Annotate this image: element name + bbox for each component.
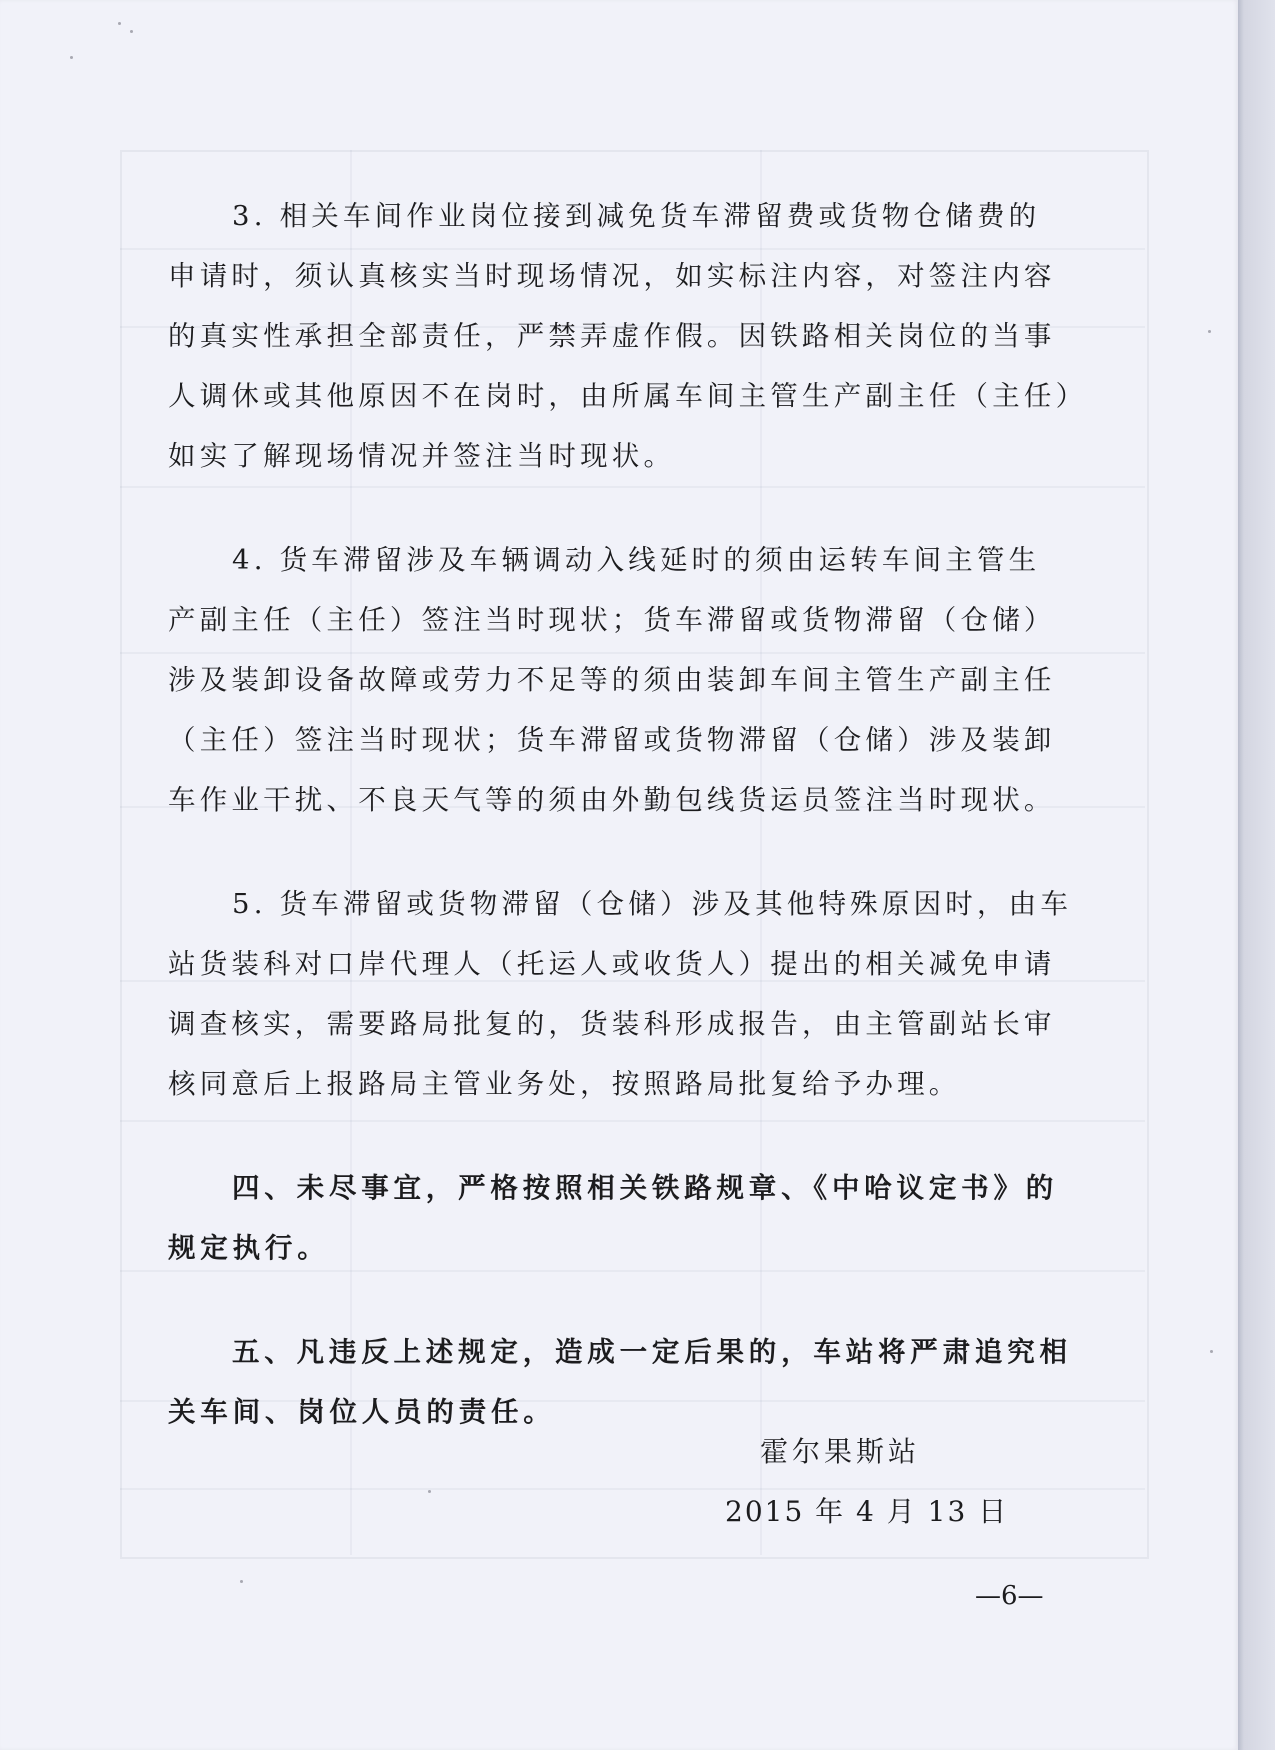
section-4-line-2: 规定执行。 (168, 1232, 330, 1264)
issue-date: 2015 年 4 月 13 日 (725, 1495, 1009, 1528)
paragraph-5-line-1: 5. 货车滞留或货物滞留（仓储）涉及其他特殊原因时，由车 (232, 888, 1073, 920)
scan-speck (428, 1490, 431, 1493)
scan-edge (1238, 0, 1275, 1750)
show-through-line (120, 248, 1145, 250)
paragraph-3-line-3: 的真实性承担全部责任，严禁弄虚作假。因铁路相关岗位的当事 (168, 320, 1056, 352)
paragraph-3-line-4: 人调休或其他原因不在岗时，由所属车间主管生产副主任（主任） (168, 380, 1088, 412)
scan-speck (1208, 330, 1211, 333)
section-5-line-1: 五、凡违反上述规定，造成一定后果的，车站将严肃追究相 (232, 1336, 1072, 1368)
scan-speck (1210, 1350, 1213, 1353)
section-4-line-1: 四、未尽事宜，严格按照相关铁路规章、《中哈议定书》的 (232, 1172, 1059, 1204)
paragraph-5-line-3: 调查核实，需要路局批复的，货装科形成报告，由主管副站长审 (168, 1008, 1056, 1040)
section-5-line-2: 关车间、岗位人员的责任。 (168, 1396, 556, 1428)
page-number: —6— (975, 1581, 1044, 1611)
paragraph-5-line-4: 核同意后上报路局主管业务处，按照路局批复给予办理。 (168, 1068, 961, 1100)
issuer-signature: 霍尔果斯站 (760, 1435, 921, 1468)
paragraph-5-line-2: 站货装科对口岸代理人（托运人或收货人）提出的相关减免申请 (168, 948, 1056, 980)
scan-speck (130, 30, 133, 33)
paragraph-4-line-3: 涉及装卸设备故障或劳力不足等的须由装卸车间主管生产副主任 (168, 664, 1056, 696)
paragraph-3-line-5: 如实了解现场情况并签注当时现状。 (168, 440, 676, 472)
show-through-line (120, 1120, 1145, 1122)
paragraph-4-line-5: 车作业干扰、不良天气等的须由外勤包线货运员签注当时现状。 (168, 784, 1056, 816)
paragraph-4-line-1: 4. 货车滞留涉及车辆调动入线延时的须由运转车间主管生 (232, 544, 1041, 576)
paragraph-4-line-4: （主任）签注当时现状；货车滞留或货物滞留（仓储）涉及装卸 (168, 724, 1056, 756)
show-through-line (120, 486, 1145, 488)
scan-speck (240, 1580, 243, 1583)
paragraph-3-line-1: 3. 相关车间作业岗位接到减免货车滞留费或货物仓储费的 (232, 200, 1041, 232)
paragraph-4-line-2: 产副主任（主任）签注当时现状；货车滞留或货物滞留（仓储） (168, 604, 1056, 636)
show-through-line (120, 652, 1145, 654)
scan-speck (118, 22, 121, 25)
show-through-line (120, 1270, 1145, 1272)
show-through-line (120, 1488, 1145, 1490)
scan-speck (70, 56, 73, 59)
paragraph-3-line-2: 申请时，须认真核实当时现场情况，如实标注内容，对签注内容 (168, 260, 1056, 292)
